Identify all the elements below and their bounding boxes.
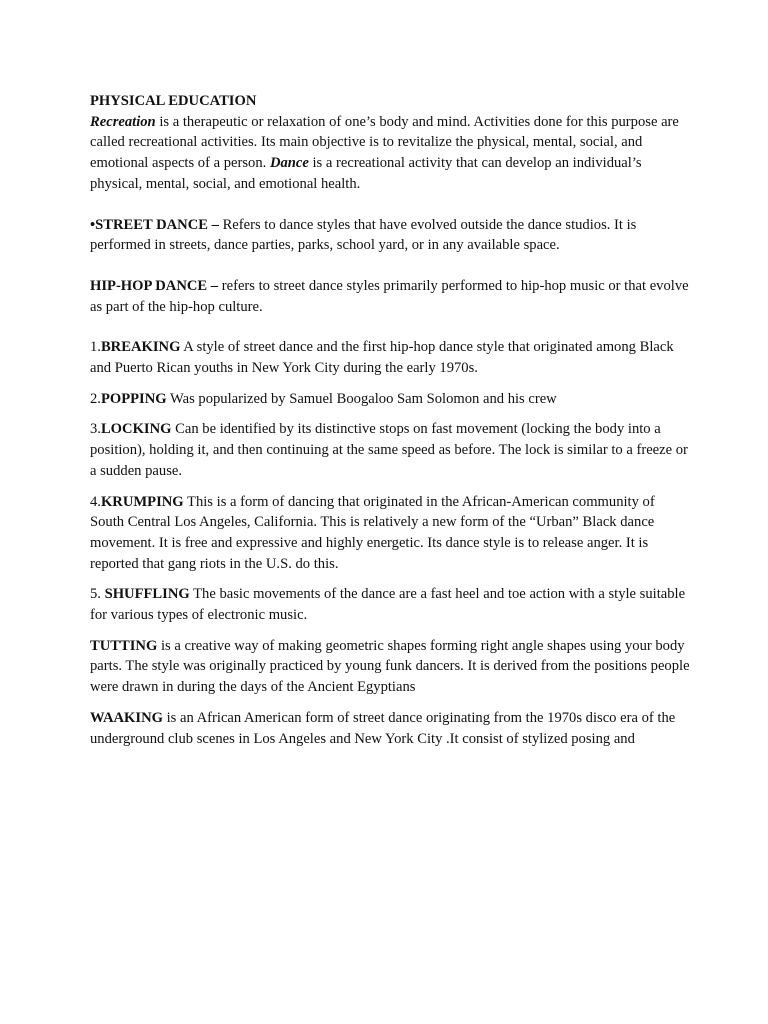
locking-paragraph — [90, 419, 690, 481]
popping-text: Was popularized by Samuel Boogaloo Sam Solomon and his crew — [166, 390, 557, 407]
krumping-term: KRUMPING — [100, 493, 184, 510]
popping-term: POPPING — [100, 390, 167, 407]
locking-number: 3. — [90, 421, 101, 438]
breaking-number: 1. — [90, 339, 101, 356]
shuffling-number: 5. — [90, 586, 105, 603]
popping-number: 2. — [90, 390, 101, 407]
shuffling-paragraph — [90, 584, 690, 625]
krumping-paragraph — [90, 492, 690, 575]
breaking-text: A style of street dance and the first hip-hop dance style that originated among Black and Puerto Rican youths in New York City during the early 1970s. — [90, 339, 674, 377]
locking-text: Can be identified by its distinctive stops on fast movement (locking the body into a position), holding it, and then continuing at the same speed as before. The lock is similar to a freeze or a sudden pause. — [90, 421, 688, 479]
breaking-term: BREAKING — [100, 339, 181, 356]
intro-paragraph — [90, 112, 690, 195]
dance-term: Dance — [269, 155, 309, 172]
waaking-paragraph — [90, 708, 690, 749]
shuffling-term: SHUFFLING — [104, 586, 190, 603]
waaking-term: WAAKING — [90, 709, 163, 726]
popping-paragraph — [90, 389, 690, 410]
shuffling-text: The basic movements of the dance are a fast heel and toe action with a style suitable for various types of electronic music. — [90, 586, 686, 624]
tutting-text: is a creative way of making geometric shapes forming right angle shapes using your body parts. The style was originally practiced by young funk dancers. It is derived from the positions people were drawn in during the days of the Ancient Egyptians — [90, 637, 690, 696]
recreation-term: Recreation — [90, 113, 156, 130]
street-dance-term: •STREET DANCE – — [90, 216, 219, 233]
document-title: PHYSICAL EDUCATION — [90, 93, 257, 109]
hiphop-text: refers to street dance styles primarily performed to hip-hop music or that evolve as part of the hip-hop culture. — [90, 277, 689, 315]
krumping-text: This is a form of dancing that originated in the African-American community of South Central Los Angeles, California. This is relatively a new form of the “Urban” Black dance movement. It is free and expressive and highly energetic. Its dance style is to release anger. It is reported that gang riots in the U.S. do this. — [90, 493, 655, 572]
street-dance-paragraph — [90, 215, 690, 256]
document-page — [90, 91, 690, 749]
street-dance-text: Refers to dance styles that have evolved outside the dance studios. It is performed in streets, dance parties, parks, school yard, or in any available space. — [90, 216, 637, 254]
hiphop-term: HIP-HOP DANCE – — [90, 277, 219, 294]
hiphop-paragraph — [90, 276, 690, 317]
tutting-term: TUTTING — [90, 637, 158, 654]
intro-text-2: is a recreational activity that can develop an individual’s physical, mental, social, and emotional health. — [90, 155, 642, 192]
breaking-paragraph — [90, 337, 690, 378]
waaking-text: is an African American form of street dance originating from the 1970s disco era of the underground club scenes in Los Angeles and New York City .It consist of stylized posing and — [90, 709, 676, 747]
intro-text-1: is a therapeutic or relaxation of one’s body and mind. Activities done for this purpose are called recreational activities. Its main objective is to revitalize the physical, mental, social, and emotional aspects of a person. — [90, 113, 679, 172]
locking-term: LOCKING — [100, 421, 172, 438]
tutting-paragraph — [90, 636, 690, 698]
krumping-number: 4. — [90, 493, 101, 510]
